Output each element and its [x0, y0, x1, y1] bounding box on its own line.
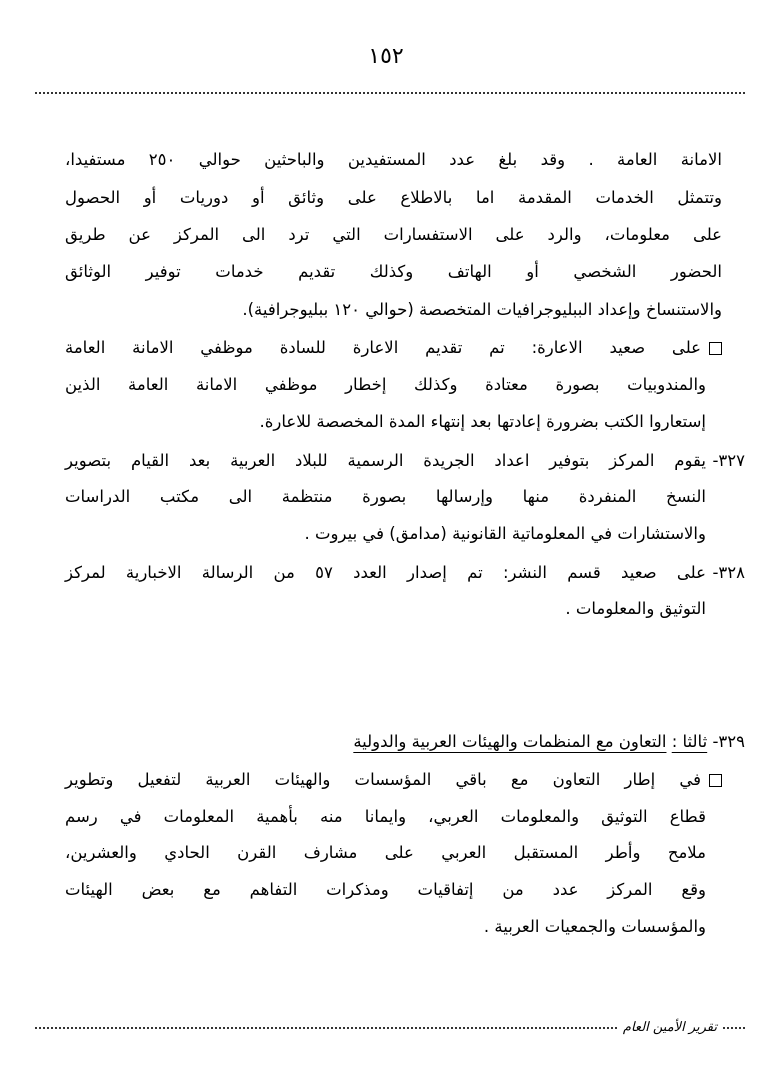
text-line: وقع المركز عدد من إتفاقيات ومذكرات التفاهم مع بعض الهيئات: [65, 880, 706, 899]
footer-divider: [35, 1027, 617, 1029]
section-heading: [353, 729, 745, 755]
header-divider: [35, 92, 745, 94]
text-line: والاستشارات في المعلوماتية القانونية (مدامق) في بيروت .: [304, 524, 706, 543]
text-line: يقوم المركز بتوفير اعداد الجريدة الرسمية للبلاد العربية بعد القيام بتصوير: [65, 451, 706, 470]
text-line: الحضور الشخصي أو الهاتف وكذلك تقديم خدمات توفير الوثائق: [65, 262, 722, 281]
text: على صعيد الاعارة: تم تقديم الاعارة للسادة موظفي الامانة العامة: [65, 338, 701, 357]
item-number: ٣٢٨-: [712, 563, 745, 582]
text-line: النسخ المنفردة منها وإرسالها بصورة منتظمة الى مكتب الدراسات: [65, 487, 706, 506]
footer: [35, 1020, 745, 1035]
text-line: التوثيق والمعلومات .: [565, 599, 706, 618]
text-line: وتتمثل الخدمات المقدمة اما بالاطلاع على وثائق أو دوريات أو الحصول: [65, 188, 722, 207]
text-line: والمؤسسات والجمعيات العربية .: [483, 917, 706, 936]
bullet-line: [65, 767, 722, 793]
text-line: والاستنساخ وإعداد الببليوجرافيات المتخصصة (حوالي ١٢٠ ببليوجرافية).: [242, 300, 722, 319]
item-number: ٣٢٧-: [712, 451, 745, 470]
item-number: ٣٢٩-: [712, 732, 745, 751]
bullet-line: [65, 335, 722, 361]
text-line: والمندوبيات بصورة معتادة وكذلك إخطار موظفي الامانة العامة الذين: [65, 375, 706, 394]
checkbox-bullet-icon: [709, 342, 722, 355]
footer-divider: [723, 1027, 745, 1029]
text-line: ملامح وأطر المستقبل العربي على مشارف القرن الحادي والعشرين،: [65, 843, 706, 862]
heading-prefix: ثالثا :: [671, 732, 708, 751]
text-line: على معلومات، والرد على الاستفسارات التي ترد الى المركز عن طريق: [65, 225, 722, 244]
text-line: قطاع التوثيق والمعلومات العربي، وايمانا منه بأهمية المعلومات في رسم: [65, 807, 706, 826]
page-number: ١٥٢: [368, 44, 404, 69]
text-line: على صعيد قسم النشر: تم إصدار العدد ٥٧ من الرسالة الاخبارية لمركز: [65, 563, 706, 582]
text: في إطار التعاون مع باقي المؤسسات والهيئات العربية لتفعيل وتطوير: [65, 770, 701, 789]
checkbox-bullet-icon: [709, 774, 722, 787]
text-line: إستعاروا الكتب بضرورة إعادتها بعد إنتهاء المدة المخصصة للاعارة.: [259, 412, 706, 431]
text-line: الامانة العامة . وقد بلغ عدد المستفيدين والباحثين حوالي ٢٥٠ مستفيدا،: [65, 150, 722, 169]
footer-title: تقرير الأمين العام: [622, 1020, 717, 1035]
heading-title: التعاون مع المنظمات والهيئات العربية والدولية: [353, 732, 667, 751]
